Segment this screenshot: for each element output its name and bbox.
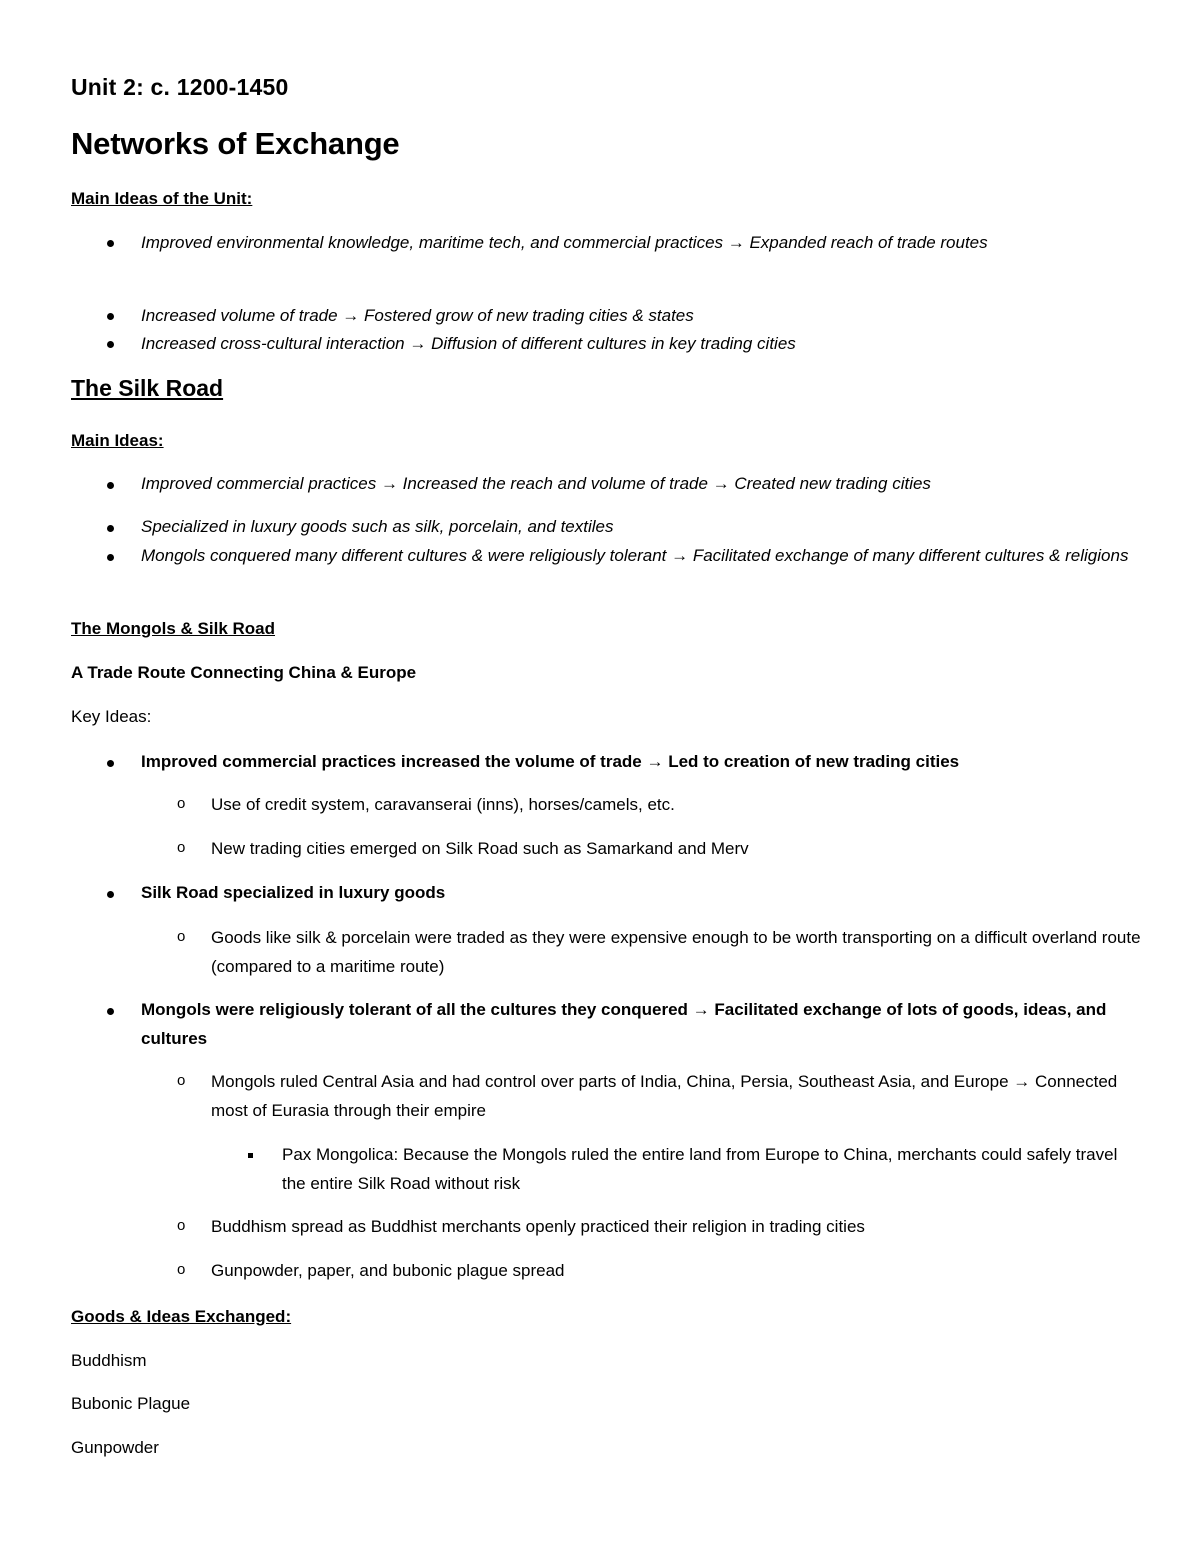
unit-main-idea: Improved environmental knowledge, maritime tech, and commercial practices → Expanded reach of trade routes	[141, 233, 988, 252]
key-idea: Mongols were religiously tolerant of all the cultures they conquered → Facilitated exchange of lots of goods, ideas, and cultures	[141, 1000, 1107, 1048]
key-idea-detail: Goods like silk & porcelain were traded as they were expensive enough to be worth transporting on a difficult overland route (compared to a maritime route)	[211, 928, 1141, 976]
circle-bullet-icon: o	[177, 1217, 186, 1234]
bullet-icon	[107, 482, 114, 489]
key-idea: Silk Road specialized in luxury goods	[141, 883, 446, 902]
square-bullet-icon	[248, 1153, 253, 1158]
exchanged-item: Buddhism	[71, 1351, 147, 1370]
document-title: Networks of Exchange	[71, 126, 400, 161]
silk-main-ideas-label: Main Ideas:	[71, 431, 164, 450]
bullet-icon	[107, 891, 114, 898]
bullet-icon	[107, 760, 114, 767]
key-idea-detail: Gunpowder, paper, and bubonic plague spread	[211, 1261, 565, 1280]
goods-exchanged-label: Goods & Ideas Exchanged:	[71, 1307, 292, 1326]
silk-road-heading: The Silk Road	[71, 375, 224, 401]
silk-main-idea: Improved commercial practices → Increased the reach and volume of trade → Created new trading cities	[141, 474, 931, 493]
bullet-icon	[107, 525, 114, 532]
bullet-icon	[107, 554, 114, 561]
unit-main-idea: Increased cross-cultural interaction → Diffusion of different cultures in key trading cities	[141, 334, 796, 353]
unit-title: Unit 2: c. 1200-1450	[71, 74, 289, 100]
mongols-heading: The Mongols & Silk Road	[71, 619, 276, 638]
circle-bullet-icon: o	[177, 1072, 186, 1089]
key-idea-detail: New trading cities emerged on Silk Road such as Samarkand and Merv	[211, 839, 749, 858]
silk-main-idea: Specialized in luxury goods such as silk, porcelain, and textiles	[141, 517, 614, 536]
key-ideas-label: Key Ideas:	[71, 707, 152, 726]
exchanged-item: Bubonic Plague	[71, 1394, 191, 1413]
bullet-icon	[107, 341, 114, 348]
circle-bullet-icon: o	[177, 839, 186, 856]
key-idea-subdetail: Pax Mongolica: Because the Mongols ruled the entire land from Europe to China, merchants could safely travel the entire Silk Road without risk	[282, 1145, 1118, 1193]
circle-bullet-icon: o	[177, 928, 186, 945]
trade-route-subtitle: A Trade Route Connecting China & Europe	[71, 663, 417, 682]
unit-main-ideas-label: Main Ideas of the Unit:	[71, 189, 253, 208]
circle-bullet-icon: o	[177, 1261, 186, 1278]
exchanged-item: Gunpowder	[71, 1438, 159, 1457]
bullet-icon	[107, 313, 114, 320]
key-idea-detail: Buddhism spread as Buddhist merchants openly practiced their religion in trading cities	[211, 1217, 865, 1236]
bullet-icon	[107, 1008, 114, 1015]
silk-main-idea: Mongols conquered many different cultures & were religiously tolerant → Facilitated exchange of many different cultures & religions	[141, 546, 1129, 565]
key-idea-detail: Mongols ruled Central Asia and had control over parts of India, China, Persia, Southeast Asia, and Europe → Connected most of Eurasia through their empire	[211, 1072, 1118, 1120]
key-idea-detail: Use of credit system, caravanserai (inns), horses/camels, etc.	[211, 795, 675, 814]
unit-main-idea: Increased volume of trade → Fostered grow of new trading cities & states	[141, 306, 694, 325]
key-idea: Improved commercial practices increased the volume of trade → Led to creation of new trading cities	[141, 752, 960, 771]
bullet-icon	[107, 240, 114, 247]
circle-bullet-icon: o	[177, 795, 186, 812]
